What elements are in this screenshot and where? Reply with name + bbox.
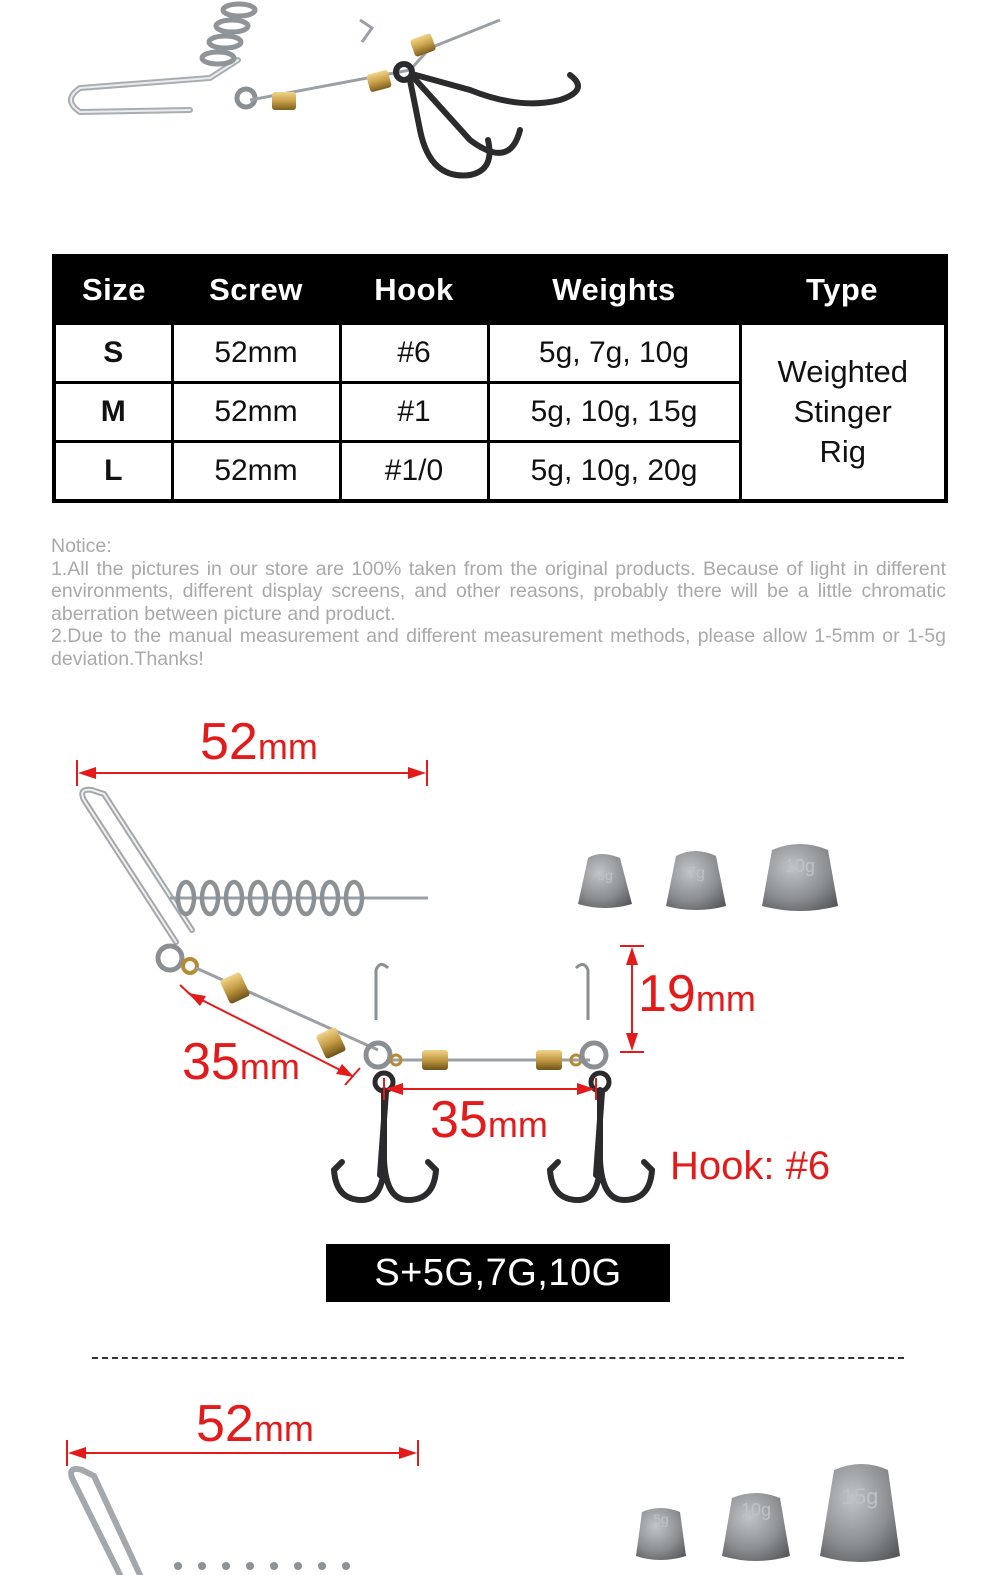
weight-label-7g: 7g — [687, 865, 705, 882]
header-screw: Screw — [172, 256, 340, 324]
screw-length-value: 52 — [200, 713, 258, 771]
header-hook: Hook — [340, 256, 488, 324]
notice-line-2: 2.Due to the manual measurement and different measurement methods, please allow 1-5mm or 1-5g deviation.Thanks! — [51, 625, 946, 670]
hook-height-value: 19 — [638, 965, 696, 1023]
weight-label-5g: 5g — [597, 867, 613, 883]
weight-label-15g-m: 15g — [841, 1484, 879, 1509]
header-size: Size — [54, 256, 172, 324]
notice-title: Notice: — [51, 535, 112, 557]
variant-banner-s: S+5G,7G,10G — [326, 1244, 670, 1302]
hook-spacing-unit: mm — [487, 1104, 548, 1145]
hook-size-label: Hook: #6 — [670, 1144, 831, 1188]
cell-screw: 52mm — [172, 442, 340, 502]
cell-size: L — [54, 442, 172, 502]
type-line: Rig — [819, 434, 866, 469]
cell-screw: 52mm — [172, 324, 340, 383]
screw-length-label — [200, 713, 318, 771]
cell-hook: #1 — [340, 383, 488, 442]
type-line: Stinger — [793, 394, 892, 429]
treble-hook-2 — [550, 964, 652, 1200]
weights-s — [578, 844, 838, 911]
weight-label-10g-m: 10g — [740, 1500, 772, 1520]
leader-length-value: 35 — [182, 1033, 240, 1091]
weight-label-10g: 10g — [784, 856, 816, 876]
screw-length-unit: mm — [257, 726, 318, 767]
notice-line-1: 1.All the pictures in our store are 100% taken from the original products. Because of light in different environments, different display screens, and other reasons, probably there will be a little chromatic aberration between picture and product. — [51, 557, 946, 625]
cell-size: M — [54, 383, 172, 442]
screw-length-label-m — [196, 1395, 314, 1453]
hook-height-label — [638, 965, 756, 1023]
cell-weights: 5g, 10g, 20g — [488, 442, 740, 502]
cell-hook: #6 — [340, 324, 488, 383]
screw-length-unit-m: mm — [253, 1408, 314, 1449]
cell-hook: #1/0 — [340, 442, 488, 502]
section-separator — [92, 1357, 904, 1359]
hook-spacing-value: 35 — [430, 1091, 488, 1149]
header-type: Type — [740, 256, 946, 324]
hook-spacing-label — [430, 1091, 548, 1149]
leader-length-unit: mm — [239, 1046, 300, 1087]
cell-size: S — [54, 324, 172, 383]
cell-weights: 5g, 10g, 15g — [488, 383, 740, 442]
cell-screw: 52mm — [172, 383, 340, 442]
screw-length-value-m: 52 — [196, 1395, 254, 1453]
hook-height-unit: mm — [695, 978, 756, 1019]
header-weights: Weights — [488, 256, 740, 324]
type-line: Weighted — [777, 354, 908, 389]
weight-label-5g-m: 5g — [653, 1511, 669, 1527]
cell-weights: 5g, 7g, 10g — [488, 324, 740, 383]
leader-length-label — [182, 1033, 300, 1091]
